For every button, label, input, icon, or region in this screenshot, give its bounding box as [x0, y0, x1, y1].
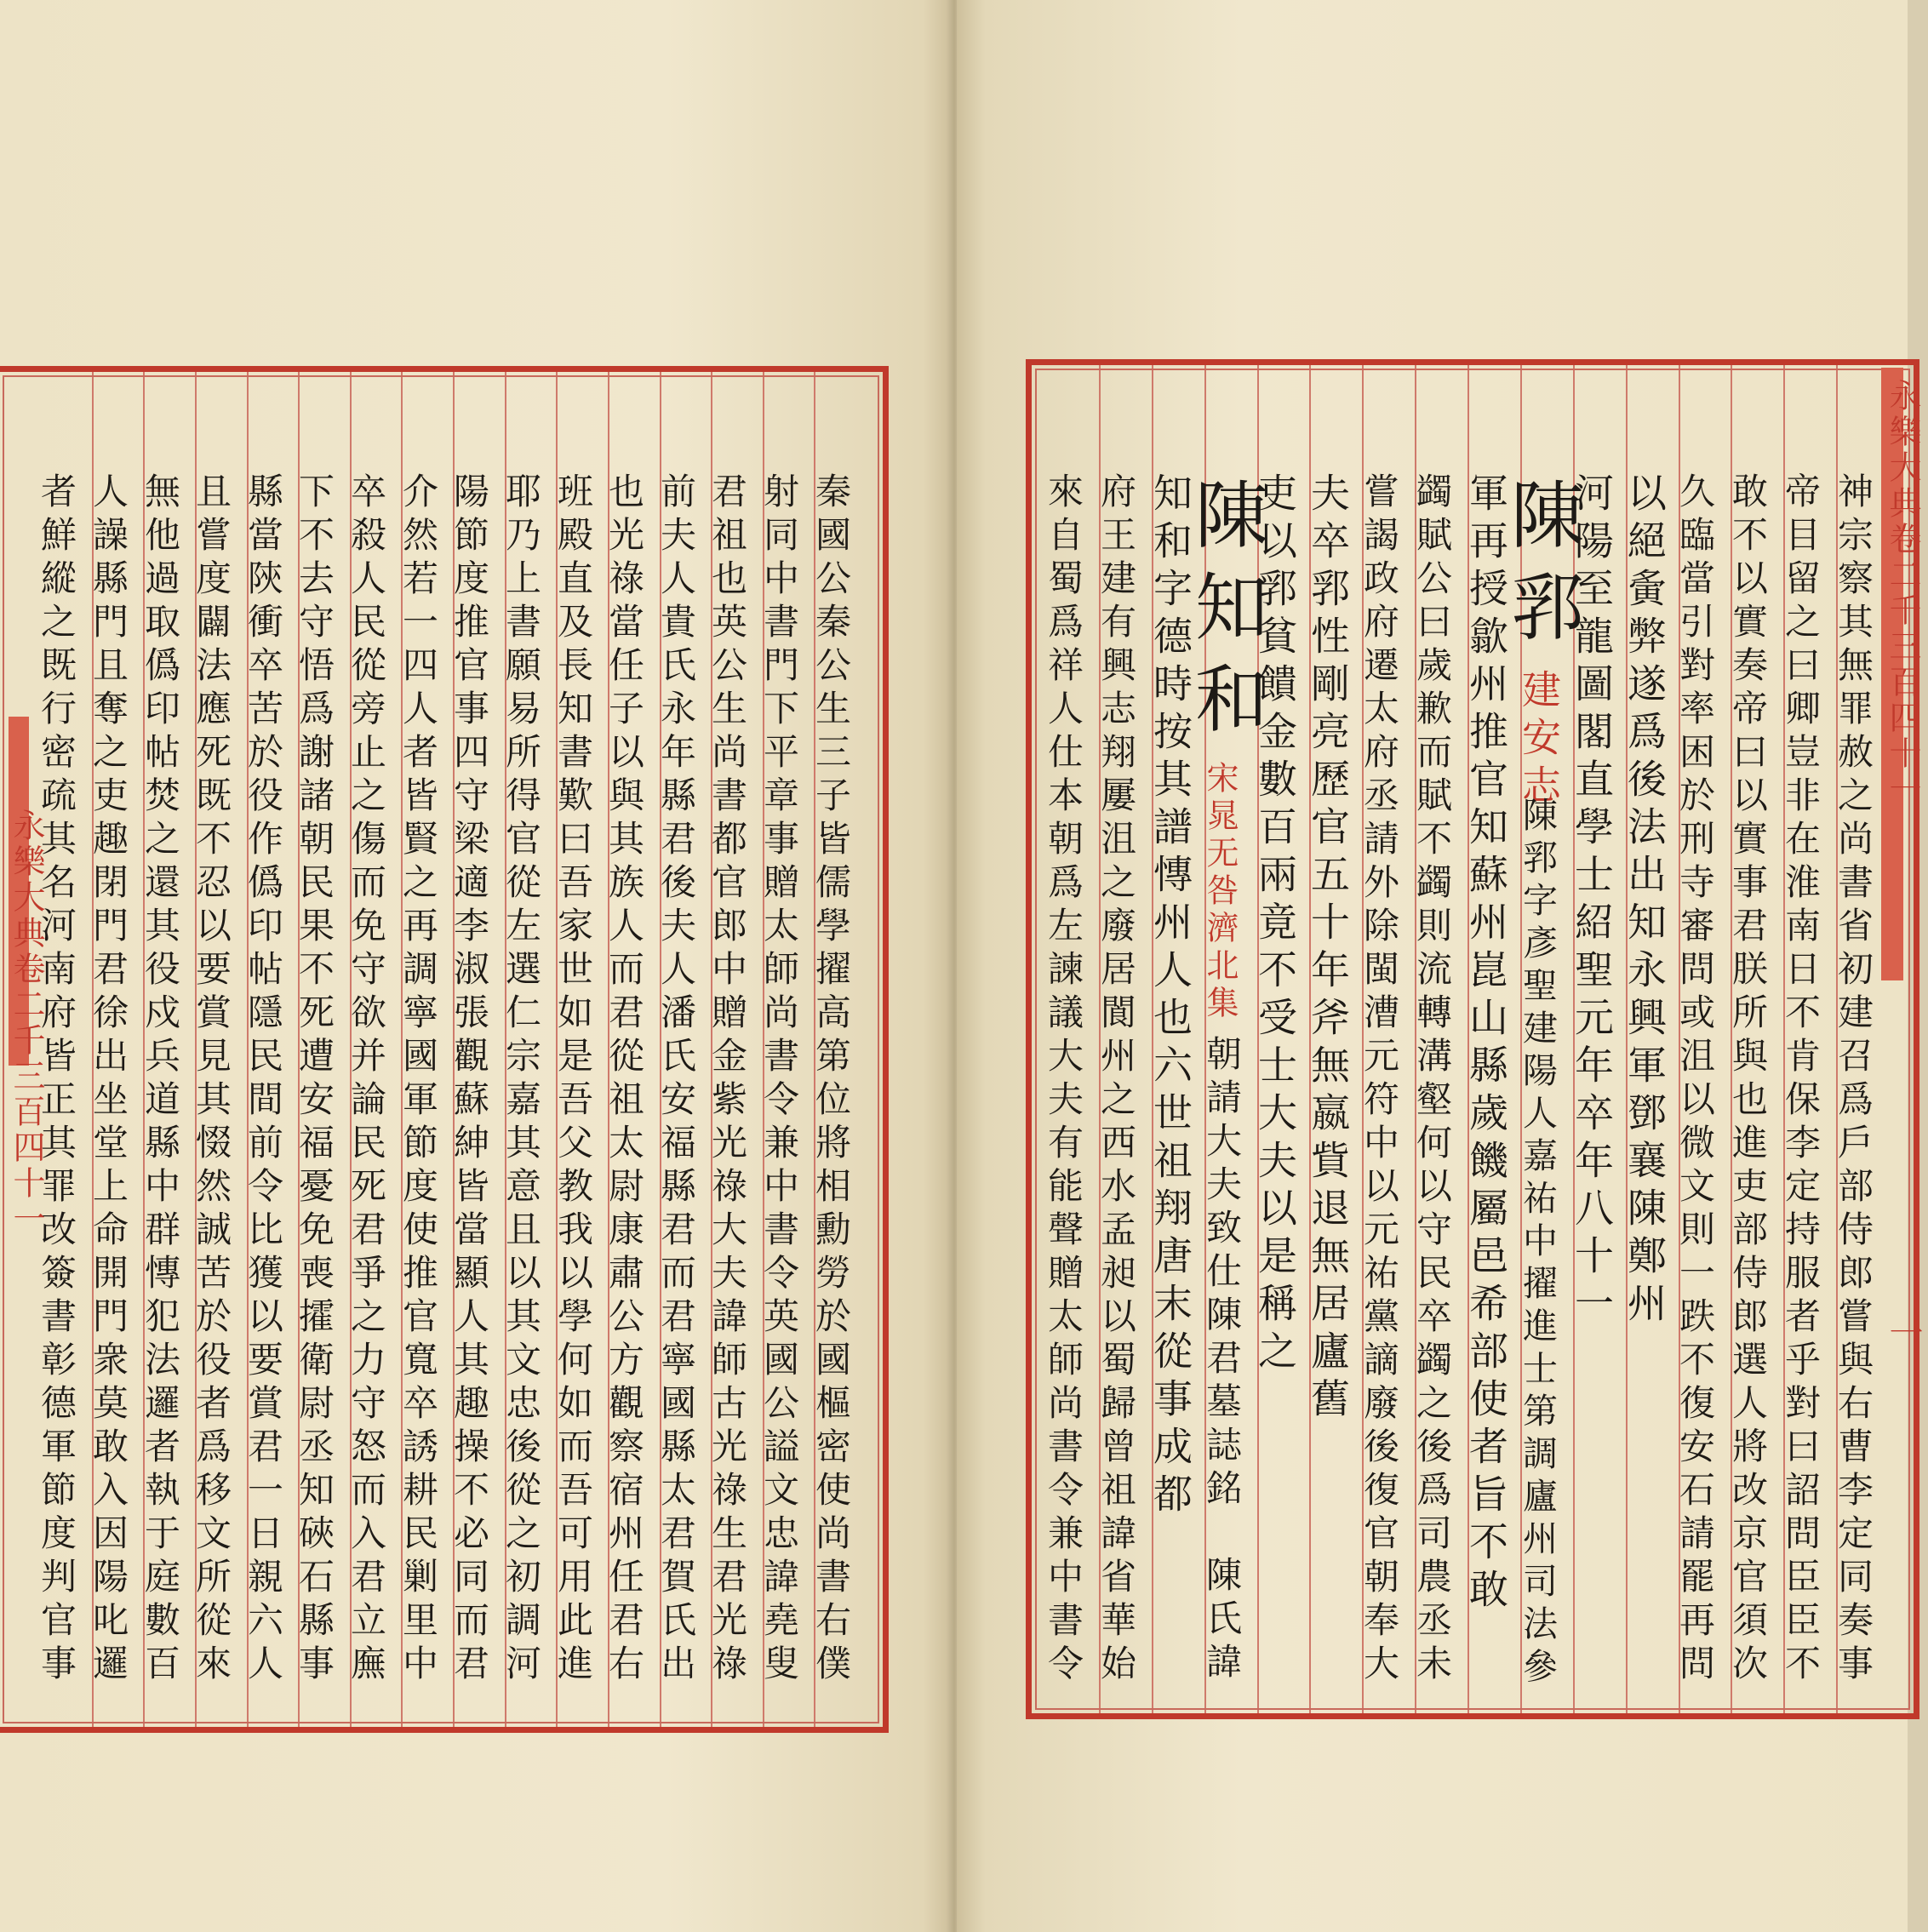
- heading-chen-fu: 陳郛: [1498, 477, 1583, 660]
- left-col-8: 陽節度推官事四守梁適李淑張觀蘇紳皆當顯人其趣操不必同而君: [449, 472, 490, 1688]
- left-col-12: 縣當陝衝卒苦於役作僞印帖隱民間前令比獲以要賞君一日親六人: [243, 472, 284, 1688]
- right-col-15: 府王建有興志翔屢沮之廢居閬州之西水孟昶以蜀歸曾祖諱省華始: [1096, 472, 1137, 1688]
- left-col-14: 無他過取僞印帖焚之還其役戍兵道縣中群慱犯法邏者執于庭數百: [140, 472, 181, 1688]
- left-col-6: 班殿直及長知書歎曰吾家世如是吾父教我以學何如而吾可用此進: [552, 472, 594, 1688]
- entry-chen-zhihe-first: 朝請大夫致仕陳君墓誌銘 陳氏諱: [1201, 1035, 1243, 1686]
- left-margin-label: 永樂大典卷二千三百四十一: [8, 809, 45, 1238]
- heading-chen-zhihe: 陳知和: [1182, 477, 1267, 752]
- left-col-7: 耶乃上書願易所得官從左選仁宗嘉其意且以其文忠後從之初調河: [501, 472, 542, 1688]
- source-jibei-ji: 宋晁无咎濟北集: [1201, 761, 1239, 1023]
- right-col-16: 來自蜀爲祥人仕本朝爲左諫議大夫有能聲贈太師尚書令兼中書令: [1043, 472, 1084, 1688]
- left-col-3: 君祖也英公生尚書都官郎中贈金紫光祿大夫諱師古光祿生君光祿: [707, 472, 748, 1688]
- left-col-13: 且嘗度闢法應死既不忍以要賞見其惙然誠苦於役者爲移文所從來: [191, 472, 232, 1688]
- right-col-14: 知和字德時按其譜慱州人也六世祖翔唐末從事成都: [1147, 472, 1193, 1521]
- right-col-1: 神宗察其無罪赦之尚書省初建召爲戶部侍郎嘗與右曹李定同奏事: [1833, 472, 1874, 1688]
- left-col-11: 下不去守悟爲謝諸朝民果不死遭安福憂免喪攉衛尉丞知硤石縣事: [294, 472, 335, 1688]
- left-page-frame: [0, 366, 889, 1733]
- left-col-10: 卒殺人民從旁止之傷而免守欲并論民死君爭之力守怒而入君立廡: [346, 472, 387, 1688]
- left-col-4: 前夫人貴氏永年縣君後夫人潘氏安福縣君而君寧國縣太君賀氏出: [655, 472, 697, 1688]
- right-col-2: 帝目留之曰卿豈非在淮南日不肯保李定持服者乎對曰詔問臣臣不: [1780, 472, 1822, 1688]
- right-col-5: 以絕夤弊遂爲後法出知永興軍鄧襄陳鄭州: [1622, 472, 1668, 1330]
- right-col-4: 久臨當引對率困於刑寺審問或沮以微文則一跌不復安石請罷再問: [1674, 472, 1716, 1688]
- left-col-16: 者鮮縱之既行密疏其名河南府皆正其罪改簽書彰德軍節度判官事: [36, 472, 77, 1688]
- right-col-8: 軍再授歙州推官知蘇州崑山縣歲饑屬邑希部使者旨不敢: [1463, 472, 1509, 1616]
- right-margin-label: 永樂大典卷二千三百四十一: [1884, 379, 1921, 808]
- left-col-5: 也光祿當任子以與其族人而君從祖太尉康肅公方觀察宿州任君右: [604, 472, 645, 1688]
- source-jianan-zhi: 建安志: [1516, 669, 1562, 812]
- leaf-number: 一: [1884, 1315, 1923, 1349]
- right-col-9: 蠲賦公曰歲歉而賦不蠲則流轉溝壑何以守民卒蠲之後爲司農丞未: [1411, 472, 1453, 1688]
- left-col-2: 射同中書門下平章事贈太師尚書令兼中書令英國公謚文忠諱堯叟: [758, 472, 800, 1688]
- entry-chen-fu-first: 陳郛字彥聖建陽人嘉祐中擢進士第調廬州司法參: [1517, 797, 1558, 1690]
- left-col-9: 介然若一四人者皆賢之再調寧國軍節度使推官寬卒誘耕民剿里中: [398, 472, 439, 1688]
- right-col-11: 夫卒郛性剛亮歷官五十年斧無嬴貲退無居廬舊: [1305, 472, 1351, 1426]
- right-col-10: 嘗謁政府遷太府丞請外除閩漕元符中以元祐黨謫廢後復官朝奉大: [1359, 472, 1400, 1688]
- left-col-15: 人譟縣門且奪之吏趣閉門君徐出坐堂上命開門衆莫敢入因陽叱邏: [88, 472, 129, 1688]
- right-col-12: 吏以郛貧饋金數百兩竟不受士大夫以是稱之: [1252, 472, 1298, 1378]
- left-col-1: 秦國公秦公生三子皆儒學擢高第位將相勳勞於國樞密使尚書右僕: [810, 472, 852, 1688]
- right-col-3: 敢不以實奏帝曰以實事君朕所與也進吏部侍郎選人將改京官須次: [1727, 472, 1769, 1688]
- right-col-6: 河陽至龍圖閣直學士紹聖元年卒年八十一: [1569, 472, 1615, 1330]
